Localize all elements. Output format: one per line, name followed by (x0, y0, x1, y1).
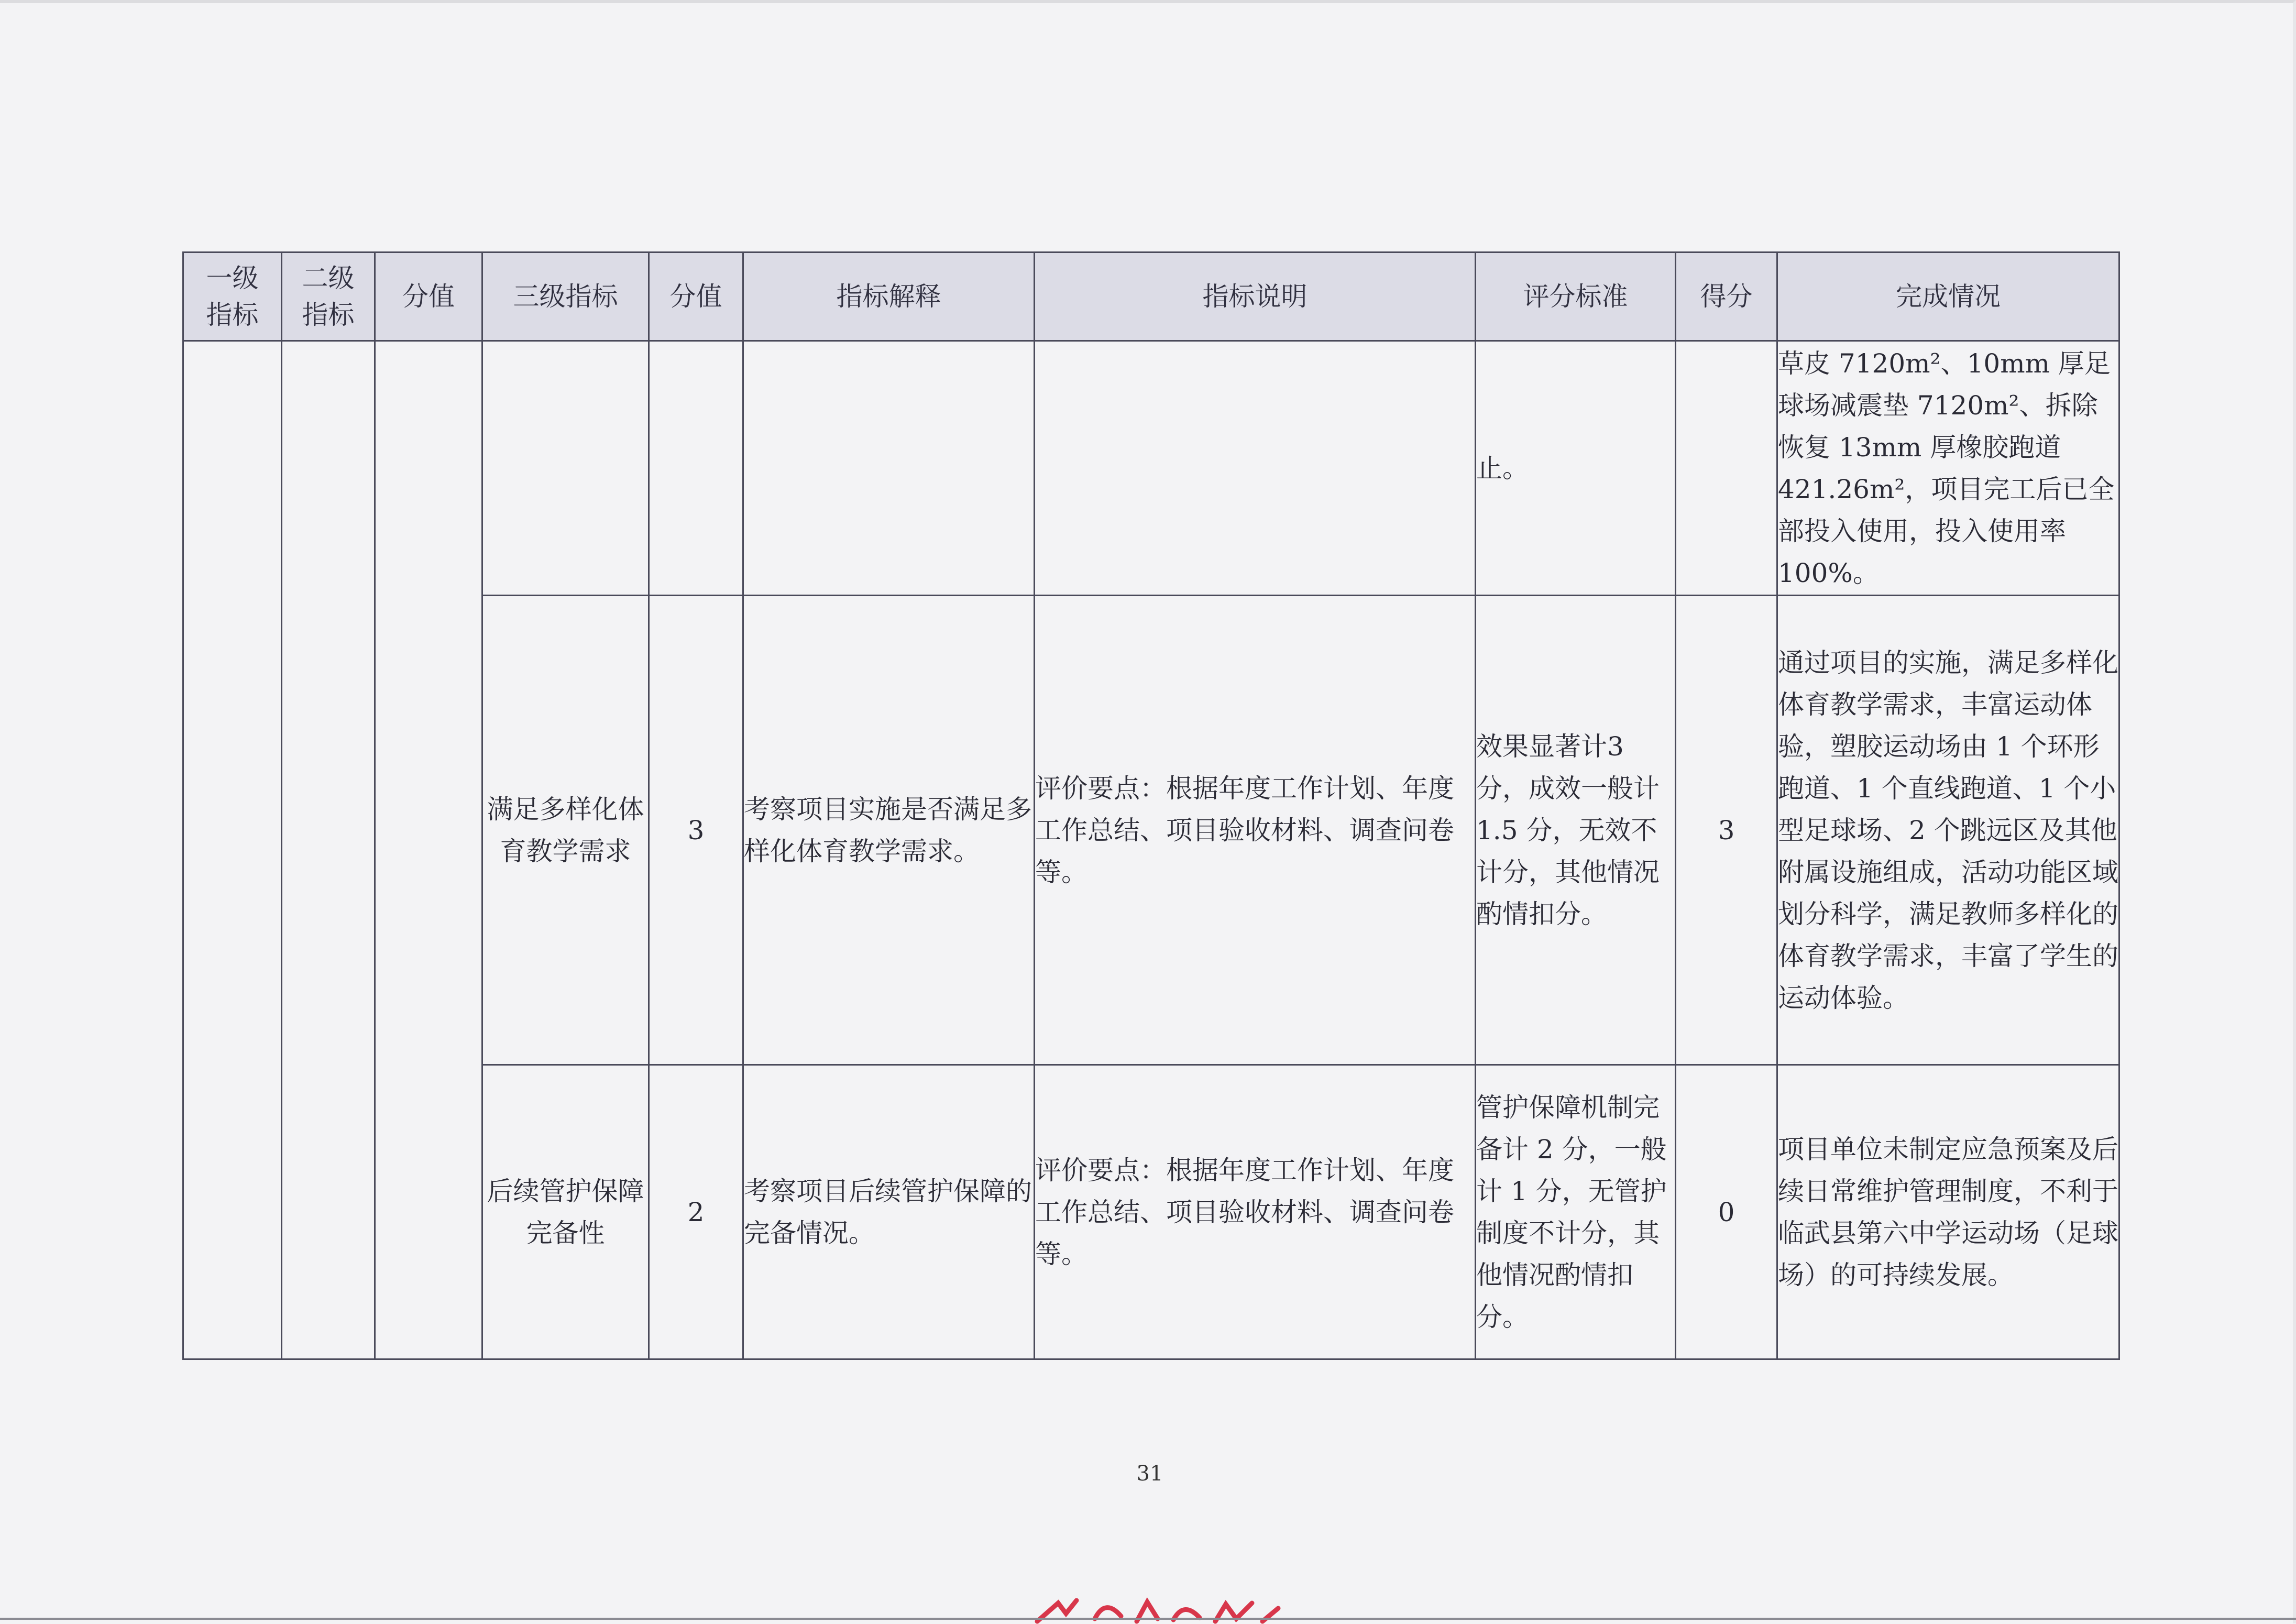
weight2-cell: 2 (649, 1065, 743, 1359)
table-header-row (183, 253, 2119, 341)
completion-cell: 通过项目的实施，满足多样化体育教学需求，丰富运动体验，塑胶运动场由 1 个环形跑道、1 个直线跑道、1 个小型足球场、2 个跳远区及其他附属设施组成，活动功能区域划分科学，满足教师多样化的体育教学需求，丰富了学生的运动体验。 (1777, 596, 2119, 1065)
level2-cell (282, 341, 375, 1359)
level1-cell (183, 341, 282, 1359)
weight1-cell (375, 341, 482, 1359)
scoring-standard-cell: 效果显著计3分，成效一般计 1.5 分，无效不计分，其他情况酌情扣分。 (1476, 596, 1676, 1065)
header-completion: 完成情况 (1777, 253, 2119, 341)
completion-cell: 草皮 7120m²、10mm 厚足球场减震垫 7120m²、拆除恢复 13mm 厚橡胶跑道 421.26m²，项目完工后已全部投入使用，投入使用率 100%。 (1777, 341, 2119, 596)
description-cell: 评价要点：根据年度工作计划、年度工作总结、项目验收材料、调查问卷等。 (1035, 596, 1476, 1065)
description-cell (1035, 341, 1476, 596)
level3-cell: 后续管护保障完备性 (482, 1065, 649, 1359)
header-scoring-standard: 评分标准 (1476, 253, 1676, 341)
table-row (183, 341, 2119, 596)
level3-cell: 满足多样化体育教学需求 (482, 596, 649, 1065)
header-weight1: 分值 (375, 253, 482, 341)
score-cell: 3 (1676, 596, 1777, 1065)
header-weight2: 分值 (649, 253, 743, 341)
explanation-cell (743, 341, 1035, 596)
page-number: 31 (1136, 1462, 1163, 1486)
score-cell: 0 (1676, 1065, 1777, 1359)
scoring-standard-cell: 管护保障机制完备计 2 分，一般计 1 分，无管护制度不计分，其他情况酌情扣分。 (1476, 1065, 1676, 1359)
header-level3: 三级指标 (482, 253, 649, 341)
header-description: 指标说明 (1035, 253, 1476, 341)
scoring-standard-cell: 止。 (1476, 341, 1676, 596)
explanation-cell: 考察项目实施是否满足多样化体育教学需求。 (743, 596, 1035, 1065)
header-explanation: 指标解释 (743, 253, 1035, 341)
page-bottom-rule (0, 1618, 2296, 1620)
explanation-cell: 考察项目后续管护保障的完备情况。 (743, 1065, 1035, 1359)
weight2-cell: 3 (649, 596, 743, 1065)
weight2-cell (649, 341, 743, 596)
header-level1: 一级 指标 (183, 253, 282, 341)
score-cell (1676, 341, 1777, 596)
header-score: 得分 (1676, 253, 1777, 341)
header-level2: 二级 指标 (282, 253, 375, 341)
completion-cell: 项目单位未制定应急预案及后续日常维护管理制度，不利于临武县第六中学运动场（足球场）的可持续发展。 (1777, 1065, 2119, 1359)
evaluation-table (182, 251, 2120, 1360)
description-cell: 评价要点：根据年度工作计划、年度工作总结、项目验收材料、调查问卷等。 (1035, 1065, 1476, 1359)
level3-cell (482, 341, 649, 596)
